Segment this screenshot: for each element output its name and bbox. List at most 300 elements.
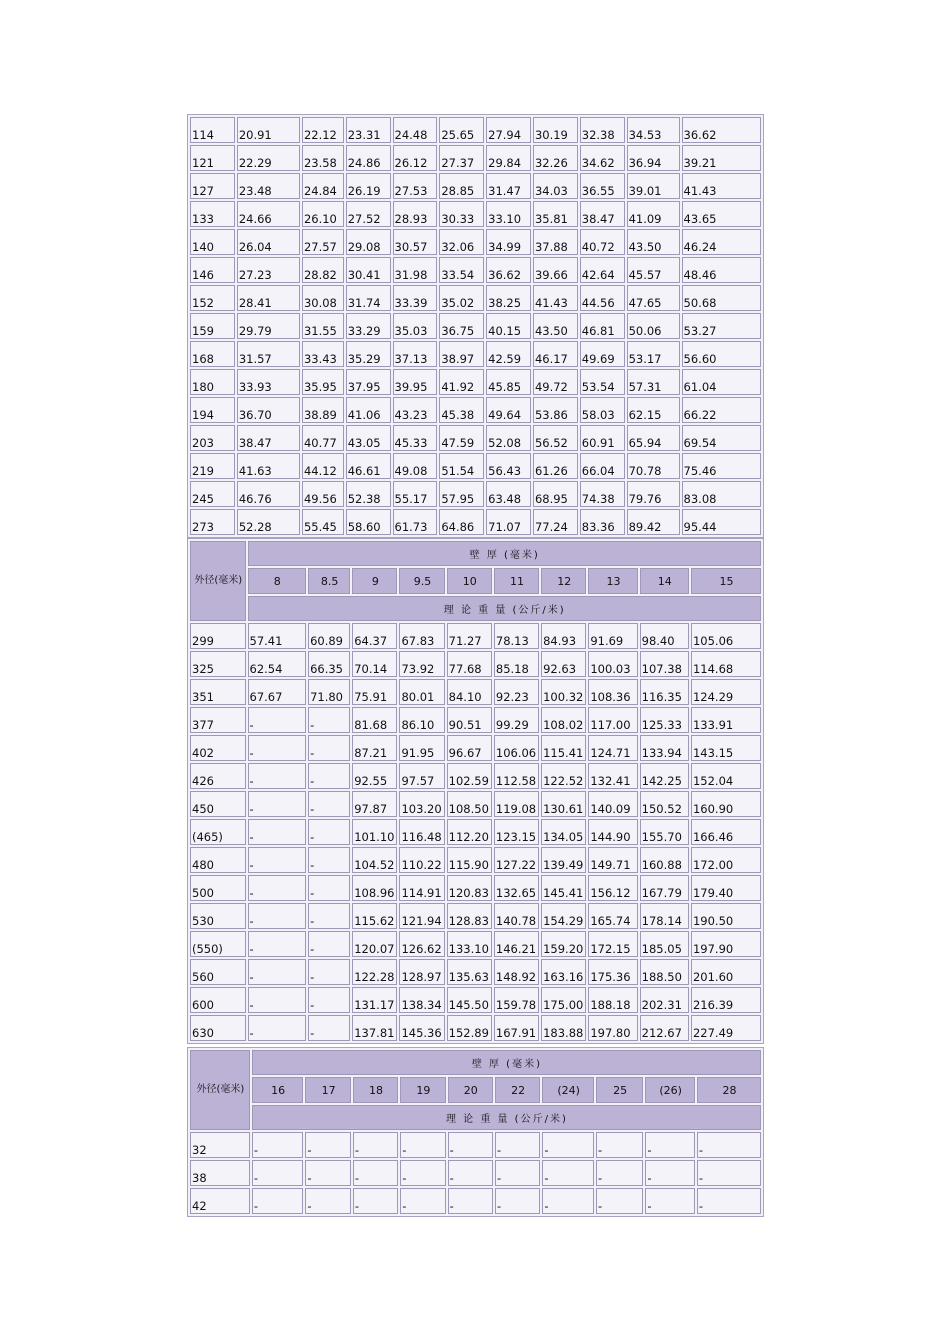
weight-cell: 39.66 (533, 257, 578, 283)
weight-cell: 134.05 (541, 819, 586, 845)
weight-cell: 37.88 (533, 229, 578, 255)
weight-cell: 97.57 (399, 763, 444, 789)
weight-cell: - (248, 763, 307, 789)
weight-cell: 20.91 (237, 117, 300, 143)
weight-cell: 33.10 (486, 201, 531, 227)
weight-cell: - (248, 875, 307, 901)
weight-cell: 31.74 (346, 285, 391, 311)
weight-cell: 33.43 (302, 341, 344, 367)
weight-cell: 43.05 (346, 425, 391, 451)
weight-cell: 40.77 (302, 425, 344, 451)
weight-cell: - (542, 1160, 594, 1186)
weight-cell: 73.92 (399, 651, 444, 677)
weight-cell: 98.40 (640, 623, 689, 649)
weight-cell: 28.41 (237, 285, 300, 311)
table-row (190, 117, 761, 143)
table-row (190, 679, 761, 705)
table-row (190, 173, 761, 199)
weight-cell: 128.83 (447, 903, 492, 929)
weight-cell: 22.29 (237, 145, 300, 171)
weight-cell: 35.95 (302, 369, 344, 395)
weight-cell: 100.32 (541, 679, 586, 705)
od-header: 外径(毫米) (190, 541, 246, 621)
weight-cell: 46.81 (580, 313, 625, 339)
weight-cell: 135.63 (447, 959, 492, 985)
weight-cell: - (308, 707, 350, 733)
weight-cell: 84.93 (541, 623, 586, 649)
weight-cell: 227.49 (691, 1015, 761, 1041)
weight-cell: 24.84 (302, 173, 344, 199)
weight-cell: - (400, 1188, 445, 1214)
weight-cell: 43.50 (533, 313, 578, 339)
thickness-value: 8 (248, 568, 307, 594)
table-row (190, 623, 761, 649)
weight-cell: 48.46 (682, 257, 761, 283)
weight-cell: 56.43 (486, 453, 531, 479)
weight-cell: 116.35 (640, 679, 689, 705)
weight-cell: 74.38 (580, 481, 625, 507)
weight-cell: 160.90 (691, 791, 761, 817)
weight-cell: 41.09 (627, 201, 680, 227)
outer-diameter-cell: 402 (190, 735, 246, 761)
weight-cell: 108.02 (541, 707, 586, 733)
weight-cell: 24.86 (346, 145, 391, 171)
weight-cell: 124.71 (588, 735, 637, 761)
weight-cell: 108.50 (447, 791, 492, 817)
table-2-thickness-values-row (190, 568, 761, 594)
weight-cell: 64.37 (352, 623, 397, 649)
weight-cell: 91.69 (588, 623, 637, 649)
weight-cell: 122.28 (352, 959, 397, 985)
weight-cell: 143.15 (691, 735, 761, 761)
outer-diameter-cell: 630 (190, 1015, 246, 1041)
weight-cell: 97.87 (352, 791, 397, 817)
weight-cell: - (305, 1188, 350, 1214)
weight-cell: - (400, 1132, 445, 1158)
weight-cell: 27.37 (439, 145, 484, 171)
weight-cell: 41.63 (237, 453, 300, 479)
weight-cell: - (448, 1160, 493, 1186)
outer-diameter-cell: 42 (190, 1188, 250, 1214)
weight-cell: 33.54 (439, 257, 484, 283)
weight-cell: 114.91 (399, 875, 444, 901)
weight-cell: 115.41 (541, 735, 586, 761)
table-3-header-row-thickness (190, 1050, 761, 1075)
thickness-value: 11 (494, 568, 539, 594)
weight-cell: - (252, 1160, 304, 1186)
weight-cell: 41.92 (439, 369, 484, 395)
weight-cell: 68.95 (533, 481, 578, 507)
weight-cell: 115.62 (352, 903, 397, 929)
table-row (190, 201, 761, 227)
weight-cell: 84.10 (447, 679, 492, 705)
weight-cell: 103.20 (399, 791, 444, 817)
weight-cell: - (495, 1132, 540, 1158)
table-row (190, 481, 761, 507)
table-row (190, 509, 761, 535)
table-1-body (190, 117, 761, 535)
weight-cell: - (353, 1132, 398, 1158)
weight-cell: 26.10 (302, 201, 344, 227)
weight-cell: 172.00 (691, 847, 761, 873)
outer-diameter-cell: 530 (190, 903, 246, 929)
weight-cell: 56.52 (533, 425, 578, 451)
weight-cell: 50.68 (682, 285, 761, 311)
table-2-body (190, 623, 761, 1041)
weight-cell: 41.06 (346, 397, 391, 423)
weight-cell: 96.67 (447, 735, 492, 761)
table-row (190, 1015, 761, 1041)
weight-cell: 99.29 (494, 707, 539, 733)
pipe-weight-table-1 (187, 114, 764, 538)
weight-cell: 146.21 (494, 931, 539, 957)
weight-cell: 34.53 (627, 117, 680, 143)
weight-cell: 183.88 (541, 1015, 586, 1041)
weight-cell: 46.17 (533, 341, 578, 367)
table-row (190, 987, 761, 1013)
weight-cell: 57.95 (439, 481, 484, 507)
outer-diameter-cell: 351 (190, 679, 246, 705)
weight-cell: 47.59 (439, 425, 484, 451)
weight-cell: - (308, 903, 350, 929)
weight-cell: 37.13 (393, 341, 438, 367)
weight-cell: 83.36 (580, 509, 625, 535)
table-row (190, 285, 761, 311)
weight-cell: 41.43 (533, 285, 578, 311)
weight-cell: 27.57 (302, 229, 344, 255)
weight-cell: 100.03 (588, 651, 637, 677)
weight-cell: 71.80 (308, 679, 350, 705)
weight-cell: 29.08 (346, 229, 391, 255)
weight-cell: 133.10 (447, 931, 492, 957)
table-2-header-row-thickness (190, 541, 761, 566)
outer-diameter-cell: 121 (190, 145, 235, 171)
weight-cell: 34.03 (533, 173, 578, 199)
weight-cell: - (645, 1188, 695, 1214)
outer-diameter-cell: 273 (190, 509, 235, 535)
weight-cell: 32.38 (580, 117, 625, 143)
outer-diameter-cell: (550) (190, 931, 246, 957)
table-row (190, 763, 761, 789)
weight-cell: 91.95 (399, 735, 444, 761)
weight-cell: - (353, 1188, 398, 1214)
weight-cell: - (305, 1160, 350, 1186)
weight-cell: - (308, 987, 350, 1013)
table-row (190, 875, 761, 901)
weight-cell: - (308, 763, 350, 789)
weight-cell: 120.07 (352, 931, 397, 957)
weight-cell: 167.91 (494, 1015, 539, 1041)
weight-cell: 60.89 (308, 623, 350, 649)
weight-cell: 120.83 (447, 875, 492, 901)
weight-cell: 75.91 (352, 679, 397, 705)
table-3-body (190, 1132, 761, 1214)
weight-cell: 133.94 (640, 735, 689, 761)
weight-cell: 27.52 (346, 201, 391, 227)
weight-cell: 66.22 (682, 397, 761, 423)
weight-cell: - (308, 819, 350, 845)
weight-cell: - (248, 931, 307, 957)
weight-cell: - (495, 1188, 540, 1214)
weight-cell: 53.17 (627, 341, 680, 367)
weight-cell: 201.60 (691, 959, 761, 985)
weight-cell: 22.12 (302, 117, 344, 143)
table-row (190, 931, 761, 957)
weight-cell: 45.33 (393, 425, 438, 451)
weight-cell: 32.26 (533, 145, 578, 171)
weight-cell: 40.15 (486, 313, 531, 339)
weight-cell: 35.02 (439, 285, 484, 311)
weight-cell: 49.69 (580, 341, 625, 367)
weight-cell: 28.85 (439, 173, 484, 199)
weight-cell: - (308, 1015, 350, 1041)
weight-cell: 117.00 (588, 707, 637, 733)
weight-cell: 30.19 (533, 117, 578, 143)
weight-cell: 30.08 (302, 285, 344, 311)
outer-diameter-cell: 299 (190, 623, 246, 649)
thickness-value: (24) (542, 1077, 594, 1103)
table-row (190, 397, 761, 423)
outer-diameter-cell: 146 (190, 257, 235, 283)
table-row (190, 425, 761, 451)
weight-cell: 83.08 (682, 481, 761, 507)
thickness-value: 18 (353, 1077, 398, 1103)
outer-diameter-cell: 426 (190, 763, 246, 789)
weight-cell: - (448, 1132, 493, 1158)
weight-cell: 159.20 (541, 931, 586, 957)
weight-cell: 115.90 (447, 847, 492, 873)
weight-cell: 124.29 (691, 679, 761, 705)
weight-cell: 106.06 (494, 735, 539, 761)
weight-cell: 89.42 (627, 509, 680, 535)
weight-cell: 33.29 (346, 313, 391, 339)
weight-cell: 165.74 (588, 903, 637, 929)
weight-cell: 36.70 (237, 397, 300, 423)
weight-cell: 62.54 (248, 651, 307, 677)
outer-diameter-cell: 450 (190, 791, 246, 817)
weight-cell: 69.54 (682, 425, 761, 451)
table-row (190, 1160, 761, 1186)
weight-cell: 67.67 (248, 679, 307, 705)
thickness-header: 壁 厚 (毫米) (248, 541, 762, 566)
weight-cell: 46.76 (237, 481, 300, 507)
od-header: 外径(毫米) (190, 1050, 250, 1130)
weight-cell: 61.04 (682, 369, 761, 395)
weight-cell: - (248, 791, 307, 817)
weight-cell: 190.50 (691, 903, 761, 929)
weight-cell: - (305, 1132, 350, 1158)
table-row (190, 847, 761, 873)
weight-cell: 145.50 (447, 987, 492, 1013)
outer-diameter-cell: 325 (190, 651, 246, 677)
table-row (190, 707, 761, 733)
weight-cell: 29.84 (486, 145, 531, 171)
weight-cell: 36.62 (486, 257, 531, 283)
weight-cell: 30.41 (346, 257, 391, 283)
weight-cell: 85.18 (494, 651, 539, 677)
outer-diameter-cell: 377 (190, 707, 246, 733)
weight-cell: 122.52 (541, 763, 586, 789)
weight-cell: 87.21 (352, 735, 397, 761)
thickness-value: 19 (400, 1077, 445, 1103)
weight-cell: - (308, 735, 350, 761)
weight-cell: 105.06 (691, 623, 761, 649)
thickness-value: 13 (588, 568, 637, 594)
thickness-value: 20 (448, 1077, 493, 1103)
table-row (190, 229, 761, 255)
weight-cell: 175.00 (541, 987, 586, 1013)
weight-cell: - (645, 1132, 695, 1158)
weight-cell: 71.27 (447, 623, 492, 649)
weight-cell: 70.78 (627, 453, 680, 479)
weight-cell: 127.22 (494, 847, 539, 873)
weight-cell: 30.33 (439, 201, 484, 227)
weight-cell: - (448, 1188, 493, 1214)
weight-cell: 112.58 (494, 763, 539, 789)
weight-cell: 131.17 (352, 987, 397, 1013)
table-row (190, 313, 761, 339)
weight-cell: 132.65 (494, 875, 539, 901)
weight-cell: 27.23 (237, 257, 300, 283)
weight-cell: 35.81 (533, 201, 578, 227)
weight-cell: 43.50 (627, 229, 680, 255)
weight-cell: 31.55 (302, 313, 344, 339)
weight-cell: 86.10 (399, 707, 444, 733)
outer-diameter-cell: 480 (190, 847, 246, 873)
weight-cell: 71.07 (486, 509, 531, 535)
outer-diameter-cell: 38 (190, 1160, 250, 1186)
weight-cell: 26.19 (346, 173, 391, 199)
weight-cell: 53.27 (682, 313, 761, 339)
weight-cell: 28.93 (393, 201, 438, 227)
weight-cell: 36.75 (439, 313, 484, 339)
weight-cell: 116.48 (399, 819, 444, 845)
weight-cell: - (308, 847, 350, 873)
weight-cell: 25.65 (439, 117, 484, 143)
weight-cell: 55.17 (393, 481, 438, 507)
outer-diameter-cell: 168 (190, 341, 235, 367)
weight-cell: - (495, 1160, 540, 1186)
weight-cell: 58.03 (580, 397, 625, 423)
weight-cell: 112.20 (447, 819, 492, 845)
weight-cell: 39.95 (393, 369, 438, 395)
thickness-value: 22 (495, 1077, 540, 1103)
weight-header: 理 论 重 量 (公斤/米) (252, 1105, 761, 1130)
outer-diameter-cell: 32 (190, 1132, 250, 1158)
weight-cell: 79.76 (627, 481, 680, 507)
weight-cell: - (542, 1132, 594, 1158)
weight-cell: 56.60 (682, 341, 761, 367)
weight-cell: 31.57 (237, 341, 300, 367)
weight-cell: 61.26 (533, 453, 578, 479)
weight-cell: 81.68 (352, 707, 397, 733)
outer-diameter-cell: 140 (190, 229, 235, 255)
weight-cell: 33.93 (237, 369, 300, 395)
weight-cell: 36.55 (580, 173, 625, 199)
thickness-value: 16 (252, 1077, 304, 1103)
weight-cell: 52.08 (486, 425, 531, 451)
weight-cell: - (308, 875, 350, 901)
weight-cell: 78.13 (494, 623, 539, 649)
outer-diameter-cell: 245 (190, 481, 235, 507)
weight-cell: 24.48 (393, 117, 438, 143)
weight-cell: 163.16 (541, 959, 586, 985)
thickness-value: (26) (645, 1077, 695, 1103)
weight-cell: - (596, 1188, 643, 1214)
weight-cell: 23.48 (237, 173, 300, 199)
weight-cell: 179.40 (691, 875, 761, 901)
weight-cell: 145.41 (541, 875, 586, 901)
weight-cell: 45.38 (439, 397, 484, 423)
weight-cell: 28.82 (302, 257, 344, 283)
weight-cell: 57.31 (627, 369, 680, 395)
weight-cell: - (596, 1160, 643, 1186)
weight-cell: 160.88 (640, 847, 689, 873)
weight-cell: - (697, 1188, 761, 1214)
weight-cell: - (248, 735, 307, 761)
weight-cell: 172.15 (588, 931, 637, 957)
weight-cell: 80.01 (399, 679, 444, 705)
table-row (190, 257, 761, 283)
thickness-value: 14 (640, 568, 689, 594)
weight-cell: - (252, 1188, 304, 1214)
weight-cell: 149.71 (588, 847, 637, 873)
weight-cell: 133.91 (691, 707, 761, 733)
weight-cell: 36.62 (682, 117, 761, 143)
weight-cell: - (308, 931, 350, 957)
weight-cell: 167.79 (640, 875, 689, 901)
weight-cell: 44.12 (302, 453, 344, 479)
weight-cell: 23.31 (346, 117, 391, 143)
table-row (190, 903, 761, 929)
weight-cell: 95.44 (682, 509, 761, 535)
weight-cell: 60.91 (580, 425, 625, 451)
thickness-value: 17 (305, 1077, 350, 1103)
weight-cell: - (248, 987, 307, 1013)
weight-cell: 27.53 (393, 173, 438, 199)
weight-cell: - (308, 791, 350, 817)
weight-header: 理 论 重 量 (公斤/米) (248, 596, 762, 621)
table-row (190, 145, 761, 171)
weight-cell: 49.64 (486, 397, 531, 423)
weight-cell: 47.65 (627, 285, 680, 311)
table-row (190, 791, 761, 817)
weight-cell: - (645, 1160, 695, 1186)
weight-cell: - (542, 1188, 594, 1214)
weight-cell: 66.35 (308, 651, 350, 677)
pipe-weight-table-3 (187, 1047, 764, 1217)
weight-cell: - (248, 847, 307, 873)
weight-cell: 148.92 (494, 959, 539, 985)
weight-cell: 102.59 (447, 763, 492, 789)
weight-cell: 166.46 (691, 819, 761, 845)
weight-cell: 119.08 (494, 791, 539, 817)
weight-cell: 140.09 (588, 791, 637, 817)
table-row (190, 341, 761, 367)
weight-cell: 53.54 (580, 369, 625, 395)
weight-cell: 152.89 (447, 1015, 492, 1041)
weight-cell: 42.64 (580, 257, 625, 283)
weight-cell: 53.86 (533, 397, 578, 423)
weight-cell: 92.63 (541, 651, 586, 677)
weight-cell: 26.12 (393, 145, 438, 171)
weight-cell: - (248, 1015, 307, 1041)
weight-cell: 202.31 (640, 987, 689, 1013)
weight-cell: 52.38 (346, 481, 391, 507)
weight-cell: - (248, 819, 307, 845)
weight-cell: 38.97 (439, 341, 484, 367)
weight-cell: 216.39 (691, 987, 761, 1013)
